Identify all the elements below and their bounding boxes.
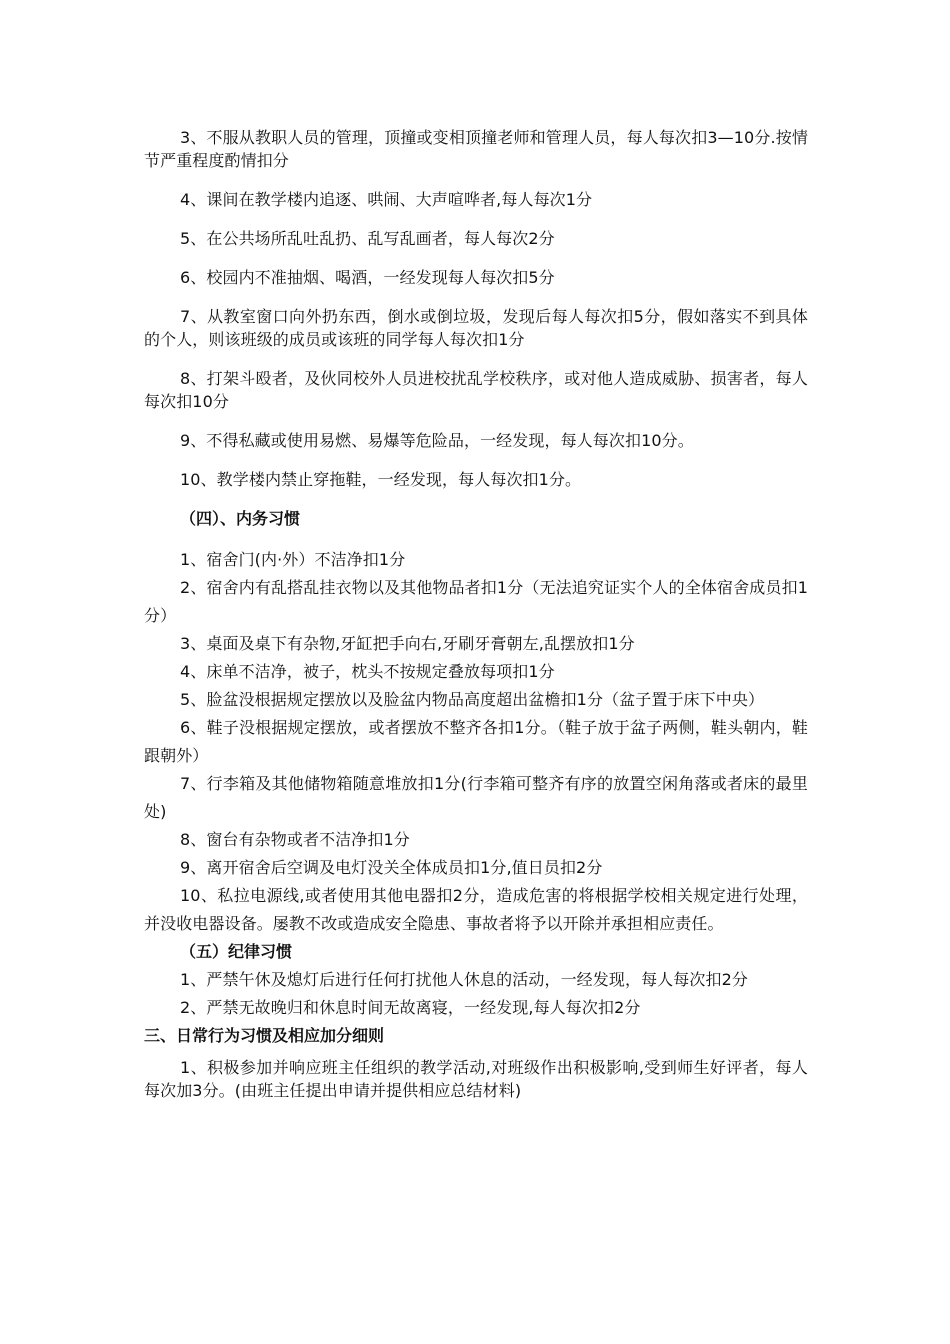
bonus-rule-1: 1、积极参加并响应班主任组织的教学活动,对班级作出积极影响,受到师生好评者，每人每次加3分。(由班主任提出申请并提供相应总结材料)	[144, 1058, 808, 1100]
section-heading-discipline: （五）纪律习惯	[180, 942, 293, 961]
housekeeping-rule-10: 10、私拉电源线,或者使用其他电器扣2分，造成危害的将根据学校相关规定进行处理，并没收电器设备。屡教不改或造成安全隐患、事故者将予以开除并承担相应责任。	[144, 886, 808, 933]
rule-6: 6、校园内不准抽烟、喝酒，一经发现每人每次扣5分	[180, 268, 555, 287]
discipline-rule-1: 1、严禁午休及熄灯后进行任何打扰他人休息的活动，一经发现，每人每次扣2分	[180, 970, 748, 989]
housekeeping-rule-4: 4、床单不洁净，被子，枕头不按规定叠放每项扣1分	[180, 662, 555, 681]
housekeeping-rule-1: 1、宿舍门(内·外）不洁净扣1分	[180, 550, 406, 569]
part-heading-bonus: 三、日常行为习惯及相应加分细则	[144, 1026, 385, 1045]
rule-5: 5、在公共场所乱吐乱扔、乱写乱画者，每人每次2分	[180, 229, 555, 248]
housekeeping-rule-8: 8、窗台有杂物或者不洁净扣1分	[180, 830, 410, 849]
housekeeping-rule-6: 6、鞋子没根据规定摆放，或者摆放不整齐各扣1分。（鞋子放于盆子两侧，鞋头朝内，鞋跟朝外）	[144, 718, 808, 765]
housekeeping-rule-3: 3、桌面及桌下有杂物,牙缸把手向右,牙刷牙膏朝左,乱摆放扣1分	[180, 634, 635, 653]
rule-8: 8、打架斗殴者，及伙同校外人员进校扰乱学校秩序，或对他人造成威胁、损害者，每人每次扣10分	[144, 369, 808, 411]
rule-7: 7、从教室窗口向外扔东西，倒水或倒垃圾，发现后每人每次扣5分，假如落实不到具体的个人，则该班级的成员或该班的同学每人每次扣1分	[144, 307, 808, 349]
rule-3: 3、不服从教职人员的管理，顶撞或变相顶撞老师和管理人员，每人每次扣3—10分.按情节严重程度酌情扣分	[144, 128, 808, 170]
housekeeping-rule-7: 7、行李箱及其他储物箱随意堆放扣1分(行李箱可整齐有序的放置空闲角落或者床的最里处)	[144, 774, 808, 821]
housekeeping-rule-9: 9、离开宿舍后空调及电灯没关全体成员扣1分,值日员扣2分	[180, 858, 603, 877]
rule-9: 9、不得私藏或使用易燃、易爆等危险品，一经发现，每人每次扣10分。	[180, 431, 694, 450]
rule-10: 10、教学楼内禁止穿拖鞋，一经发现，每人每次扣1分。	[180, 470, 582, 489]
document-body	[144, 126, 808, 1102]
housekeeping-rule-5: 5、脸盆没根据规定摆放以及脸盆内物品高度超出盆檐扣1分（盆子置于床下中央）	[180, 690, 765, 709]
discipline-rule-2: 2、严禁无故晚归和休息时间无故离寝，一经发现,每人每次扣2分	[180, 998, 641, 1017]
housekeeping-rule-2: 2、宿舍内有乱搭乱挂衣物以及其他物品者扣1分（无法追究证实个人的全体宿舍成员扣1分）	[144, 578, 808, 625]
rule-4: 4、课间在教学楼内追逐、哄闹、大声喧哗者,每人每次1分	[180, 190, 593, 209]
section-heading-housekeeping: （四）、内务习惯	[180, 509, 301, 528]
